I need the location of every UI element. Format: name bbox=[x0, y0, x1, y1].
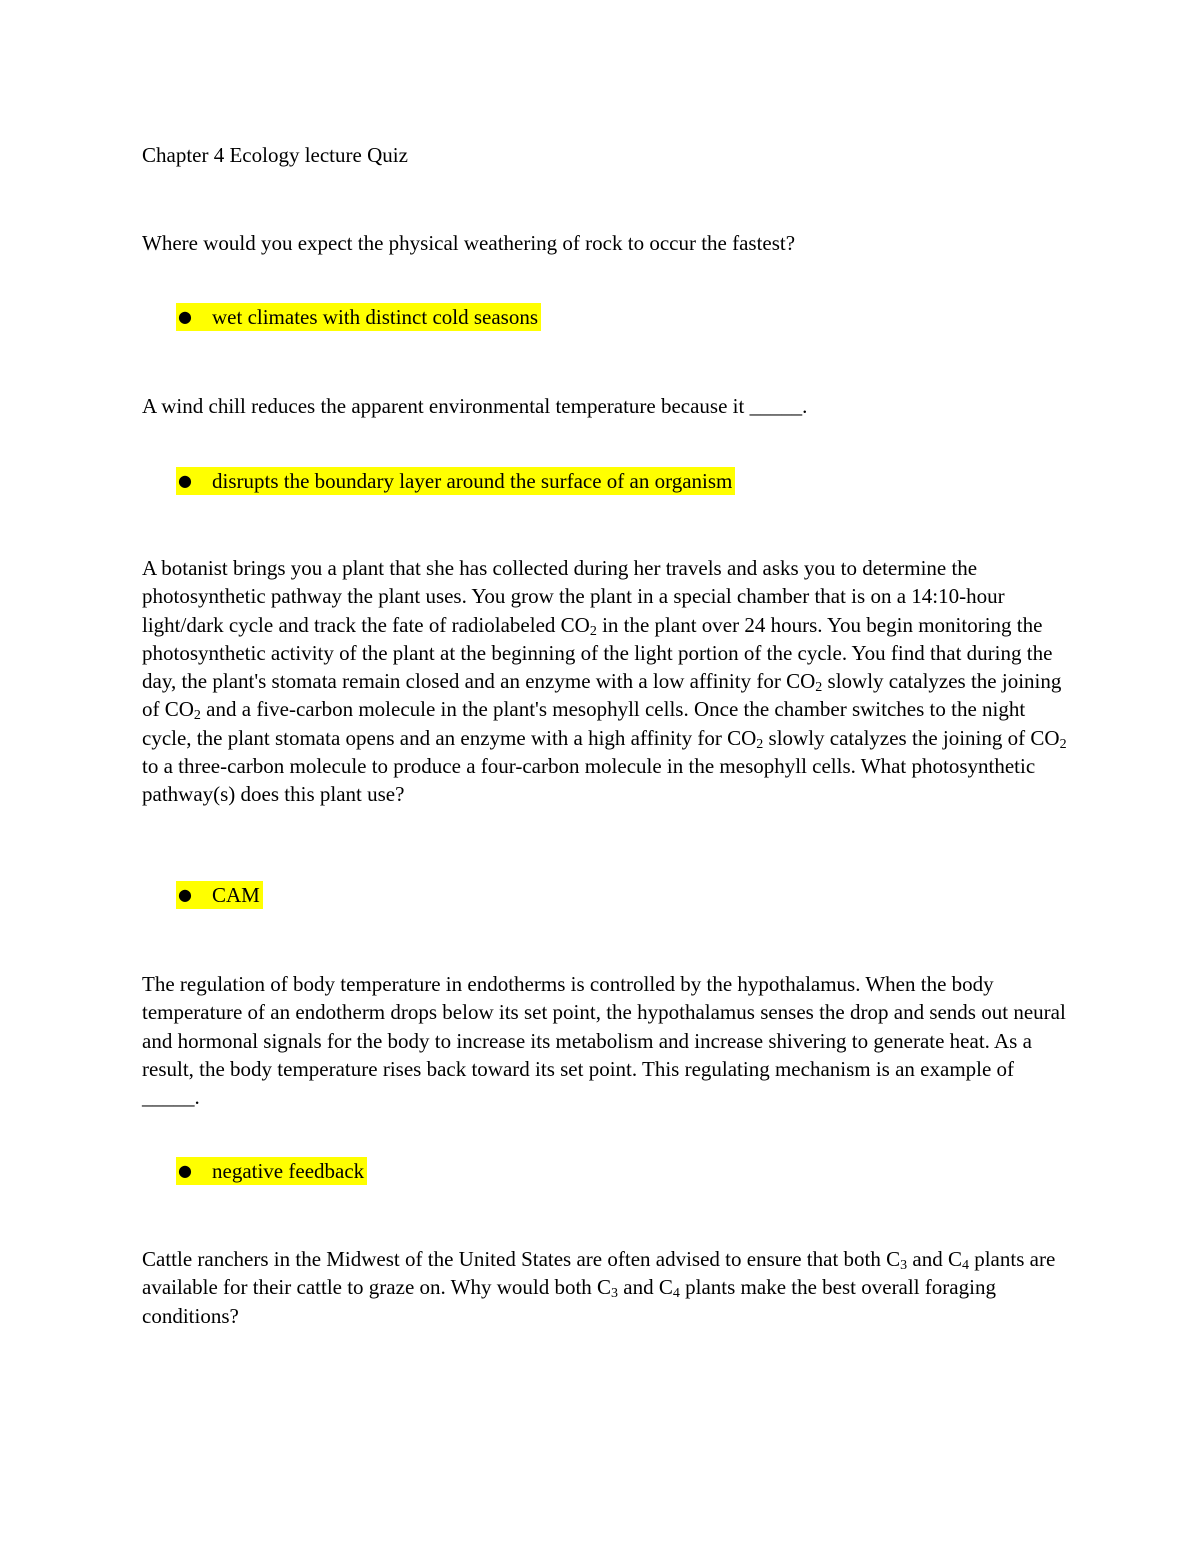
question-1-text: Where would you expect the physical weathering of rock to occur the fastest? bbox=[142, 231, 796, 255]
answer-2-highlight bbox=[176, 467, 735, 495]
subscript: 2 bbox=[756, 736, 764, 752]
answer-4-text: negative feedback bbox=[212, 1159, 365, 1183]
question-5-part: and C bbox=[907, 1247, 962, 1271]
answer-2 bbox=[176, 467, 735, 495]
question-3-part: A botanist brings you a plant that she has collected during her travels and asks you to determine the photosynthetic pathway the plant uses. You grow the plant in a special chamber that is on a 14:10-hour light/dark cycle and track the fate of radiolabeled CO bbox=[142, 556, 1005, 637]
subscript: 2 bbox=[815, 680, 823, 696]
question-4-text: The regulation of body temperature in endotherms is controlled by the hypothalamus. When the body temperature of an endotherm drops below its set point, the hypothalamus senses the drop and sends out neural and hormonal signals for the body to increase its metabolism and increase shivering to generate heat. As a result, the body temperature rises back toward its set point. This regulating mechanism is an example of _____. bbox=[142, 972, 1066, 1110]
answer-3-text: CAM bbox=[212, 883, 260, 907]
subscript: 4 bbox=[672, 1286, 680, 1302]
bullet-icon: ● bbox=[178, 471, 192, 490]
question-5-part: Cattle ranchers in the Midwest of the United States are often advised to ensure that both C bbox=[142, 1247, 901, 1271]
question-2-text: A wind chill reduces the apparent environmental temperature because it _____. bbox=[142, 394, 808, 418]
answer-3 bbox=[176, 881, 263, 909]
subscript: 2 bbox=[589, 623, 597, 639]
subscript: 2 bbox=[193, 708, 201, 724]
subscript: 2 bbox=[1059, 736, 1067, 752]
subscript: 3 bbox=[900, 1258, 908, 1273]
answer-1-highlight bbox=[176, 303, 541, 331]
document-title: Chapter 4 Ecology lecture Quiz bbox=[142, 143, 408, 167]
bullet-icon: ● bbox=[178, 885, 192, 904]
question-5-text bbox=[142, 1245, 1072, 1330]
question-3-part: to a three-carbon molecule to produce a four-carbon molecule in the mesophyll cells. What photosynthetic pathway(s) does this plant use? bbox=[142, 754, 1036, 807]
subscript: 3 bbox=[611, 1286, 619, 1302]
answer-1 bbox=[176, 303, 541, 331]
question-3-text bbox=[142, 554, 1072, 809]
question-3-part: slowly catalyzes the joining of CO bbox=[142, 669, 1062, 722]
question-3-part: and a five-carbon molecule in the plant's mesophyll cells. Once the chamber switches to the night cycle, the plant stomata opens and an enzyme with a high affinity for CO bbox=[142, 697, 1026, 750]
bullet-icon: ● bbox=[178, 307, 192, 326]
question-5-part: plants are available for their cattle to graze on. Why would both C bbox=[142, 1247, 1056, 1300]
answer-4 bbox=[176, 1157, 367, 1185]
bullet-icon: ● bbox=[178, 1161, 192, 1180]
question-3-part: slowly catalyzes the joining of CO bbox=[763, 725, 1060, 750]
subscript: 4 bbox=[961, 1258, 969, 1273]
question-5-part: and C bbox=[618, 1275, 673, 1300]
answer-3-highlight bbox=[176, 881, 263, 909]
answer-4-highlight bbox=[176, 1157, 367, 1185]
answer-2-text: disrupts the boundary layer around the surface of an organism bbox=[212, 469, 733, 493]
question-3-part: in the plant over 24 hours. You begin monitoring the photosynthetic activity of the plant at the beginning of the light portion of the cycle. You find that during the day, the plant's stomata remain closed and an enzyme with a low affinity for CO bbox=[142, 612, 1053, 694]
answer-1-text: wet climates with distinct cold seasons bbox=[212, 305, 539, 329]
question-5-part: plants make the best overall foraging conditions? bbox=[142, 1275, 996, 1328]
